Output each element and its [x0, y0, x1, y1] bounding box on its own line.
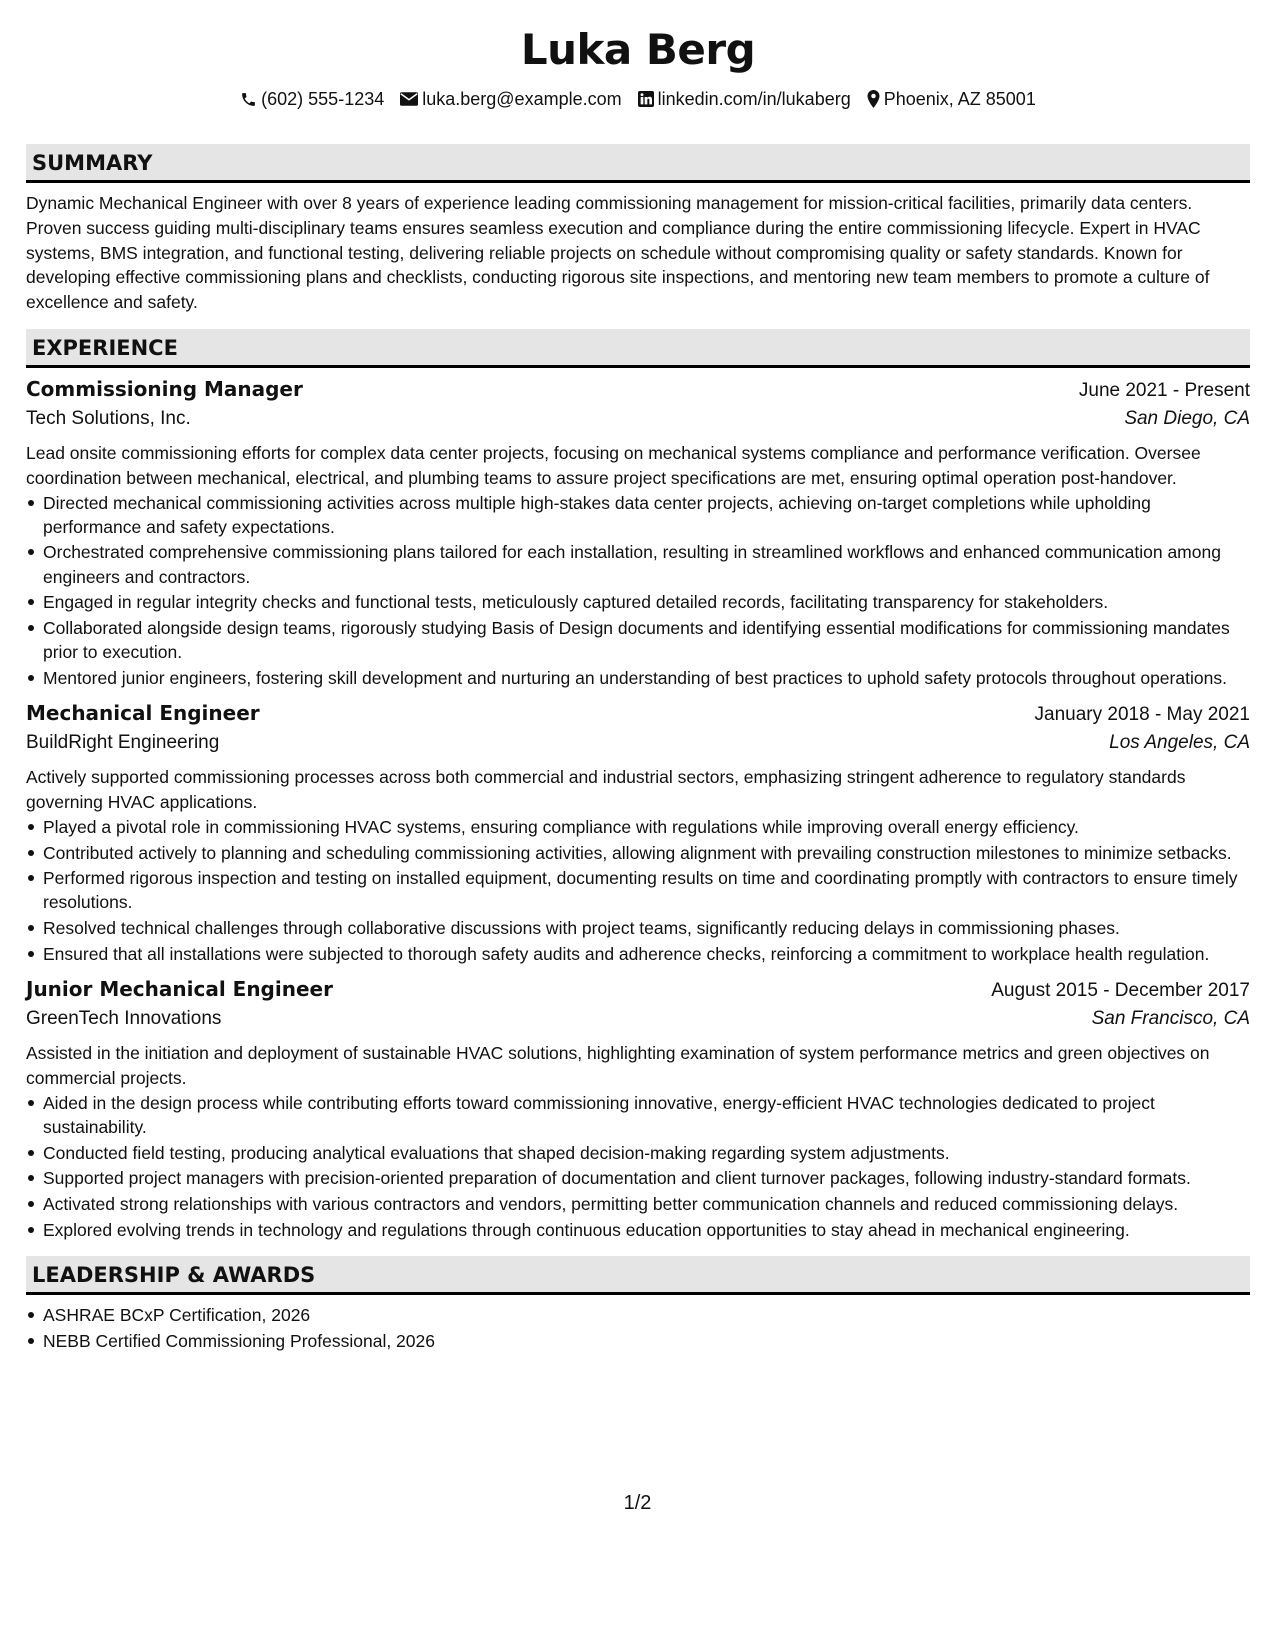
- job-description: Assisted in the initiation and deployment of sustainable HVAC solutions, highlighting examination of system performance metrics and green objectives on commercial projects.: [26, 1043, 1210, 1088]
- linkedin-icon: [638, 91, 654, 107]
- summary-text: Dynamic Mechanical Engineer with over 8 years of experience leading commissioning management for mission-critical facilities, primarily data centers. Proven success guiding multi-disciplinary teams ensures seamless execution and compliance during the entire commissioning lifecycle. Expert in HVAC systems, BMS integration, and functional testing, delivering reliable projects on schedule without compromising quality or safety standards. Known for developing effective commissioning plans and checklists, conducting rigorous site inspections, and mentoring new team members to promote a culture of excellence and safety.: [26, 193, 1210, 313]
- job-title: Mechanical Engineer: [26, 701, 260, 726]
- job-dates: June 2021 - Present: [1078, 379, 1250, 401]
- job-entry: [26, 374, 1250, 690]
- job-bullet: Performed rigorous inspection and testing on installed equipment, documenting results on time and coordinating promptly with contractors to ensure timely resolutions.: [26, 866, 1250, 914]
- job-description: Lead onsite commissioning efforts for complex data center projects, focusing on mechanical systems compliance and performance verification. Oversee coordination between mechanical, electrical, and plumbing teams to assure project specifications are met, ensuring optimal operation post-handover.: [26, 442, 1201, 488]
- job-bullet: Aided in the design process while contributing efforts toward commissioning innovative, energy-efficient HVAC technologies dedicated to project sustainability.: [26, 1091, 1250, 1139]
- job-dates: August 2015 - December 2017: [991, 980, 1250, 1002]
- job-entry: [26, 698, 1250, 966]
- job-bullets: [26, 1091, 1250, 1242]
- contact-phone-text: (602) 555-1234: [261, 88, 385, 109]
- phone-icon: [240, 91, 257, 108]
- job-bullets: [26, 815, 1250, 966]
- contact-linkedin-text: linkedin.com/in/lukaberg: [657, 88, 851, 109]
- job-bullets: [26, 491, 1250, 691]
- job-title: Commissioning Manager: [26, 376, 303, 401]
- job-company: GreenTech Innovations: [26, 1008, 222, 1030]
- job-bullet: Activated strong relationships with various contractors and vendors, permitting better communication channels and reduced commissioning delays.: [26, 1192, 1250, 1216]
- job-company: BuildRight Engineering: [26, 732, 220, 754]
- job-bullet: Ensured that all installations were subjected to thorough safety audits and adherence checks, reinforcing a commitment to workplace health regulation.: [26, 942, 1250, 966]
- job-bullet: Played a pivotal role in commissioning HVAC systems, ensuring compliance with regulations while improving overall energy efficiency.: [26, 815, 1250, 839]
- award-item: NEBB Certified Commissioning Professional, 2026: [26, 1329, 1250, 1353]
- job-location: San Diego, CA: [1124, 407, 1250, 429]
- contact-email[interactable]: [400, 89, 621, 110]
- job-location: San Francisco, CA: [1091, 1008, 1250, 1030]
- awards-section: [26, 1256, 1250, 1353]
- contact-bar: [26, 86, 1250, 112]
- resume-page: [26, 0, 1250, 1354]
- contact-location: [867, 89, 1036, 110]
- awards-header: LEADERSHIP & AWARDS: [26, 1256, 1250, 1295]
- job-description: Actively supported commissioning processes across both commercial and industrial sectors, emphasizing stringent adherence to regulatory standards governing HVAC applications.: [26, 767, 1186, 812]
- job-bullet: Contributed actively to planning and scheduling commissioning activities, allowing alignment with prevailing construction milestones to minimize setbacks.: [26, 841, 1250, 865]
- summary-section: [26, 144, 1250, 315]
- award-item: ASHRAE BCxP Certification, 2026: [26, 1303, 1250, 1327]
- job-bullet: Collaborated alongside design teams, rigorously studying Basis of Design documents and identifying essential modifications for commissioning mandates prior to execution.: [26, 616, 1250, 664]
- job-bullet: Directed mechanical commissioning activities across multiple high-stakes data center projects, achieving on-target completions while upholding performance and safety expectations.: [26, 491, 1250, 539]
- map-pin-icon: [867, 90, 880, 108]
- job-bullet: Engaged in regular integrity checks and functional tests, meticulously captured detailed records, facilitating transparency for stakeholders.: [26, 590, 1250, 614]
- contact-phone[interactable]: [240, 89, 384, 110]
- job-bullet: Explored evolving trends in technology and regulations through continuous education opportunities to stay ahead in mechanical engineering.: [26, 1218, 1250, 1242]
- experience-header: EXPERIENCE: [26, 329, 1250, 368]
- candidate-name: Luka Berg: [520, 25, 756, 74]
- job-title: Junior Mechanical Engineer: [26, 977, 333, 1002]
- job-entry: [26, 974, 1250, 1242]
- contact-location-text: Phoenix, AZ 85001: [883, 88, 1036, 109]
- envelope-icon: [400, 92, 418, 106]
- job-dates: January 2018 - May 2021: [1034, 704, 1250, 726]
- contact-email-text: luka.berg@example.com: [422, 88, 622, 109]
- job-location: Los Angeles, CA: [1109, 732, 1250, 754]
- job-bullet: Supported project managers with precision-oriented preparation of documentation and client turnover packages, following industry-standard formats.: [26, 1166, 1250, 1190]
- contact-linkedin[interactable]: [638, 89, 851, 110]
- experience-section: [26, 329, 1250, 1242]
- job-bullet: Conducted field testing, producing analytical evaluations that shaped decision-making regarding system adjustments.: [26, 1141, 1250, 1165]
- job-bullet: Orchestrated comprehensive commissioning plans tailored for each installation, resulting in streamlined workflows and enhanced communication among engineers and contractors.: [26, 540, 1250, 588]
- job-company: Tech Solutions, Inc.: [26, 407, 191, 429]
- job-bullet: Resolved technical challenges through collaborative discussions with project teams, significantly reducing delays in commissioning phases.: [26, 916, 1250, 940]
- page-number: 1/2: [623, 1492, 652, 1514]
- job-bullet: Mentored junior engineers, fostering skill development and nurturing an understanding of best practices to uphold safety protocols throughout operations.: [26, 666, 1250, 690]
- awards-list: [26, 1303, 1250, 1353]
- summary-header: SUMMARY: [26, 144, 1250, 183]
